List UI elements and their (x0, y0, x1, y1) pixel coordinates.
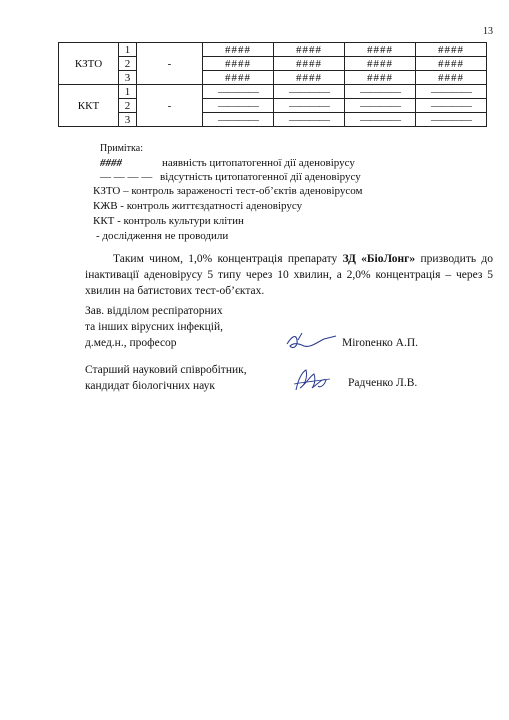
not-tested-legend: - дослідження не проводили (96, 230, 229, 242)
row-number: 3 (119, 71, 137, 85)
notes-title: Примітка: (100, 143, 143, 154)
kzhv-legend: КЖВ - контроль життєздатності аденовірусу (93, 200, 303, 212)
researcher-signature-block: Старший науковий співробітник, кандидат біологічних наук (85, 364, 247, 392)
table-row (59, 57, 487, 71)
dash-legend: відсутність цитопатогенної дії аденовірусу (160, 171, 361, 183)
kzto-legend: КЗТО – контроль зараженості тест-об’єктів аденовірусом (93, 185, 363, 197)
table-cell: ———— (345, 99, 416, 113)
row-number: 2 (119, 57, 137, 71)
row-number: 1 (119, 43, 137, 57)
table-row (59, 43, 487, 57)
table-cell: ———— (416, 113, 487, 127)
table-cell: ———— (416, 99, 487, 113)
group-dash: - (137, 85, 203, 127)
dash-symbol: — — — — (100, 171, 153, 183)
group-label-kkt: ККТ (59, 85, 119, 127)
table-cell: ———— (274, 99, 345, 113)
table-cell: #### (416, 71, 487, 85)
table-cell: ———— (416, 85, 487, 99)
table-cell: #### (345, 57, 416, 71)
researcher-name: Радченко Л.В. (348, 377, 418, 389)
table-cell: ———— (274, 85, 345, 99)
table-cell: #### (274, 43, 345, 57)
table-cell: #### (274, 57, 345, 71)
table-cell: #### (345, 43, 416, 57)
table-cell: ———— (203, 113, 274, 127)
kkt-legend: ККТ - контроль культури клітин (93, 215, 244, 227)
table-cell: #### (203, 71, 274, 85)
table-cell: #### (416, 57, 487, 71)
product-name: ЗД «БіоЛонг» (342, 253, 416, 265)
table-row (59, 85, 487, 99)
row-number: 2 (119, 99, 137, 113)
head-name: Мironенко А.П. (342, 337, 418, 349)
table-cell: ———— (203, 99, 274, 113)
table-row (59, 113, 487, 127)
group-label-kzto: КЗТО (59, 43, 119, 85)
table-cell: ———— (345, 85, 416, 99)
table-cell: ———— (274, 113, 345, 127)
table-cell: #### (345, 71, 416, 85)
table-cell: #### (416, 43, 487, 57)
group-dash: - (137, 43, 203, 85)
row-number: 3 (119, 113, 137, 127)
hash-legend: наявність цитопатогенної дії аденовірусу (162, 157, 355, 169)
results-table (58, 42, 487, 127)
table-cell: #### (274, 71, 345, 85)
hash-symbol: #### (100, 157, 122, 169)
row-number: 1 (119, 85, 137, 99)
page-number: 13 (483, 26, 493, 37)
table-row (59, 71, 487, 85)
head-signature-block: Зав. відділом респіраторних та інших вірусних інфекцій, д.мед.н., професор (85, 305, 224, 349)
conclusion-paragraph: Таким чином, 1,0% концентрація препарату ЗД «БіоЛонг» призводить до інактивації аденовірусу 5 типу через 10 хвилин, а 2,0% концентрація – через 5 хвилин на батистових тест-об’єктах. (85, 253, 493, 297)
table-cell: ———— (345, 113, 416, 127)
table-row (59, 99, 487, 113)
table-cell: #### (203, 57, 274, 71)
table-cell: ———— (203, 85, 274, 99)
table-cell: #### (203, 43, 274, 57)
head-signature (284, 330, 340, 356)
researcher-signature (290, 364, 340, 396)
